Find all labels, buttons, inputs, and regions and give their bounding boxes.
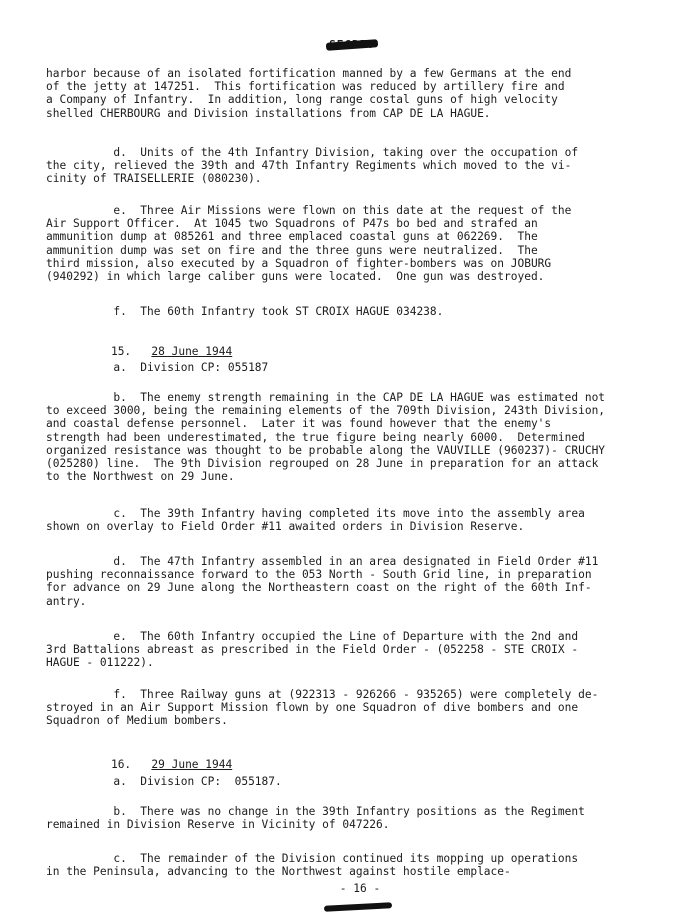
text-line: pushing reconnaissance forward to the 053 North - South Grid line, in preparation bbox=[46, 568, 592, 582]
paragraph-16b bbox=[46, 805, 656, 831]
text-line: the city, relieved the 39th and 47th Infantry Regiments which moved to the vi- bbox=[46, 159, 572, 173]
text-line: of the jetty at 147251. This fortification was reduced by artillery fire and bbox=[46, 80, 565, 94]
section-number: 15. bbox=[110, 345, 132, 359]
text-line: to exceed 3000, being the remaining elements of the 709th Division, 243th Division, bbox=[46, 404, 606, 418]
text-line: shown on overlay to Field Order #11 awaited orders in Division Reserve. bbox=[46, 520, 525, 534]
text-line: a Company of Infantry. In addition, long range costal guns of high velocity bbox=[46, 93, 558, 107]
text-line: harbor because of an isolated fortification manned by a few Germans at the end bbox=[46, 67, 572, 80]
text-line: strength had been underestimated, the true figure being nearly 6000. Determined bbox=[46, 430, 585, 444]
text-line: Squadron of Medium bombers. bbox=[46, 714, 228, 728]
page-footer bbox=[320, 882, 400, 895]
paragraph-15c bbox=[46, 507, 656, 533]
text-line: shelled CHERBOURG and Division installations from CAP DE LA HAGUE. bbox=[46, 106, 491, 120]
text-line: to the Northwest on 29 June. bbox=[46, 470, 235, 484]
text-line: HAGUE - 011222). bbox=[46, 656, 154, 670]
text-line: organized resistance was thought to be probable along the VAUVILLE (960237)- CRUCHY bbox=[46, 443, 606, 457]
text-line: a. Division CP: 055187. bbox=[46, 775, 282, 788]
text-line: f. The 60th Infantry took ST CROIX HAGUE 034238. bbox=[46, 305, 444, 318]
paragraph-14e bbox=[46, 204, 656, 283]
text-line: (025280) line. The 9th Division regrouped on 28 June in preparation for an attack bbox=[46, 457, 599, 471]
redaction-bar bbox=[324, 902, 392, 912]
text-line: a. Division CP: 055187 bbox=[46, 361, 269, 374]
text-line: ammunition dump at 085261 and three emplaced coastal guns at 062269. The bbox=[46, 230, 538, 244]
paragraph-15e bbox=[46, 630, 656, 670]
text-line: b. The enemy strength remaining in the CAP DE LA HAGUE was estimated not bbox=[46, 391, 606, 404]
text-line: c. The 39th Infantry having completed its move into the assembly area bbox=[46, 507, 585, 520]
text-line: stroyed in an Air Support Mission flown by one Squadron of dive bombers and one bbox=[46, 701, 579, 715]
classification-stamp bbox=[326, 38, 378, 52]
text-line: for advance on 29 June along the Northeastern coast on the right of the 60th Inf- bbox=[46, 581, 592, 595]
text-line: d. The 47th Infantry assembled in an area designated in Field Order #11 bbox=[46, 555, 599, 568]
text-line: e. The 60th Infantry occupied the Line of Departure with the 2nd and bbox=[46, 630, 579, 643]
text-line: remained in Division Reserve in Vicinity of 047226. bbox=[46, 818, 390, 832]
paragraph-15a bbox=[46, 361, 656, 374]
paragraph-16c bbox=[46, 852, 656, 878]
paragraph-continuation bbox=[46, 67, 656, 120]
text-line: in the Peninsula, advancing to the Northwest against hostile emplace- bbox=[46, 865, 511, 879]
text-line: antry. bbox=[46, 594, 87, 608]
text-line: c. The remainder of the Division continued its mopping up operations bbox=[46, 852, 579, 865]
paragraph-14f bbox=[46, 305, 656, 318]
paragraph-15b bbox=[46, 391, 656, 483]
section-date: 29 June 1944 bbox=[151, 758, 233, 772]
text-line: Air Support Officer. At 1045 two Squadrons of P47s bo bed and strafed an bbox=[46, 217, 538, 231]
text-line: third mission, also executed by a Squadron of fighter-bombers was on JOBURG bbox=[46, 256, 552, 270]
paragraph-15d bbox=[46, 555, 656, 608]
text-line: ammunition dump was set on fire and the three guns were neutralized. The bbox=[46, 243, 538, 257]
text-line: cinity of TRAISELLERIE (080230). bbox=[46, 172, 262, 186]
text-line: b. There was no change in the 39th Infantry positions as the Regiment bbox=[46, 805, 585, 818]
text-line: and coastal defense personnel. Later it was found however that the enemy's bbox=[46, 417, 552, 431]
section-date: 28 June 1944 bbox=[151, 345, 233, 359]
text-line: f. Three Railway guns at (922313 - 926266 - 935265) were completely de- bbox=[46, 688, 599, 701]
text-line: d. Units of the 4th Infantry Division, taking over the occupation of bbox=[46, 146, 579, 159]
page-number: - 16 - bbox=[339, 882, 381, 895]
paragraph-14d bbox=[46, 146, 656, 186]
section-number: 16. bbox=[110, 758, 132, 772]
text-line: (940292) in which large caliber guns were located. One gun was destroyed. bbox=[46, 270, 545, 284]
paragraph-16a bbox=[46, 775, 656, 788]
paragraph-15f bbox=[46, 688, 656, 728]
text-line: e. Three Air Missions were flown on this date at the request of the bbox=[46, 204, 572, 217]
text-line: 3rd Battalions abreast as prescribed in the Field Order - (052258 - STE CROIX - bbox=[46, 643, 579, 657]
